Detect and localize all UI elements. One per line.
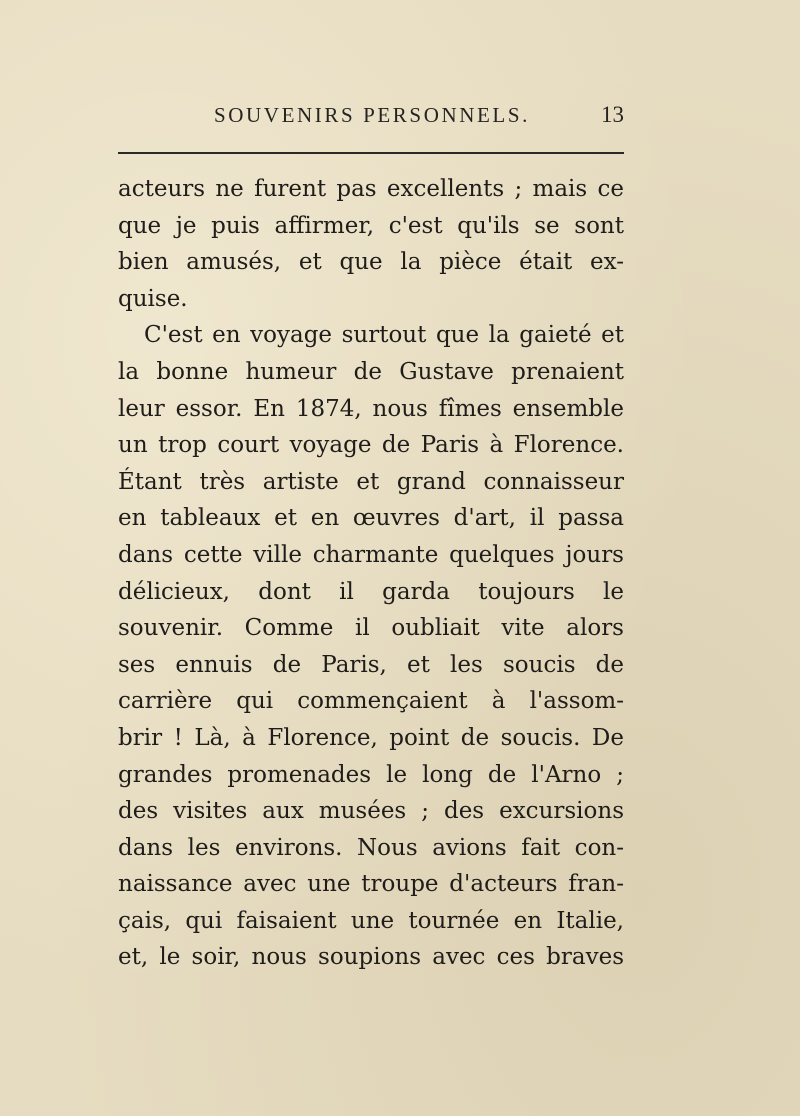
text-line: un trop court voyage de Paris à Florence. bbox=[118, 432, 624, 459]
text-line: Étant très artiste et grand connaisseur bbox=[118, 468, 624, 495]
text-line: carrière qui commençaient à l'assom- bbox=[118, 688, 624, 715]
text-line: leur essor. En 1874, nous fîmes ensemble bbox=[118, 395, 624, 422]
text-line: des visites aux musées ; des excursions bbox=[118, 798, 624, 825]
text-line: çais, qui faisaient une tournée en Italie, bbox=[118, 907, 624, 934]
text-line: en tableaux et en œuvres d'art, il passa bbox=[118, 505, 624, 532]
text-line: acteurs ne furent pas excellents ; mais ce bbox=[118, 176, 624, 202]
running-title: SOUVENIRS PERSONNELS. bbox=[214, 103, 530, 127]
text-line: dans les environs. Nous avions fait con- bbox=[118, 834, 624, 861]
text-line: brir ! Là, à Florence, point de soucis. De bbox=[118, 724, 624, 751]
text-line: dans cette ville charmante quelques jours bbox=[118, 541, 624, 568]
text-line: quise. bbox=[118, 285, 188, 312]
body-text bbox=[118, 171, 624, 976]
text-line: ses ennuis de Paris, et les soucis de bbox=[118, 651, 624, 678]
running-head bbox=[118, 99, 624, 131]
text-line: souvenir. Comme il oubliait vite alors bbox=[118, 615, 624, 642]
text-line: la bonne humeur de Gustave prenaient bbox=[118, 358, 624, 385]
text-line: et, le soir, nous soupions avec ces braves bbox=[118, 944, 624, 971]
text-line: bien amusés, et que la pièce était ex- bbox=[118, 249, 624, 276]
text-line: C'est en voyage surtout que la gaieté et bbox=[144, 322, 624, 349]
page-number: 13 bbox=[601, 102, 624, 127]
text-line: grandes promenades le long de l'Arno ; bbox=[118, 761, 624, 788]
header-rule bbox=[118, 152, 624, 154]
text-line: naissance avec une troupe d'acteurs fran- bbox=[118, 871, 624, 898]
text-line: délicieux, dont il garda toujours le bbox=[118, 578, 624, 605]
text-line: que je puis affirmer, c'est qu'ils se sont bbox=[118, 212, 624, 239]
